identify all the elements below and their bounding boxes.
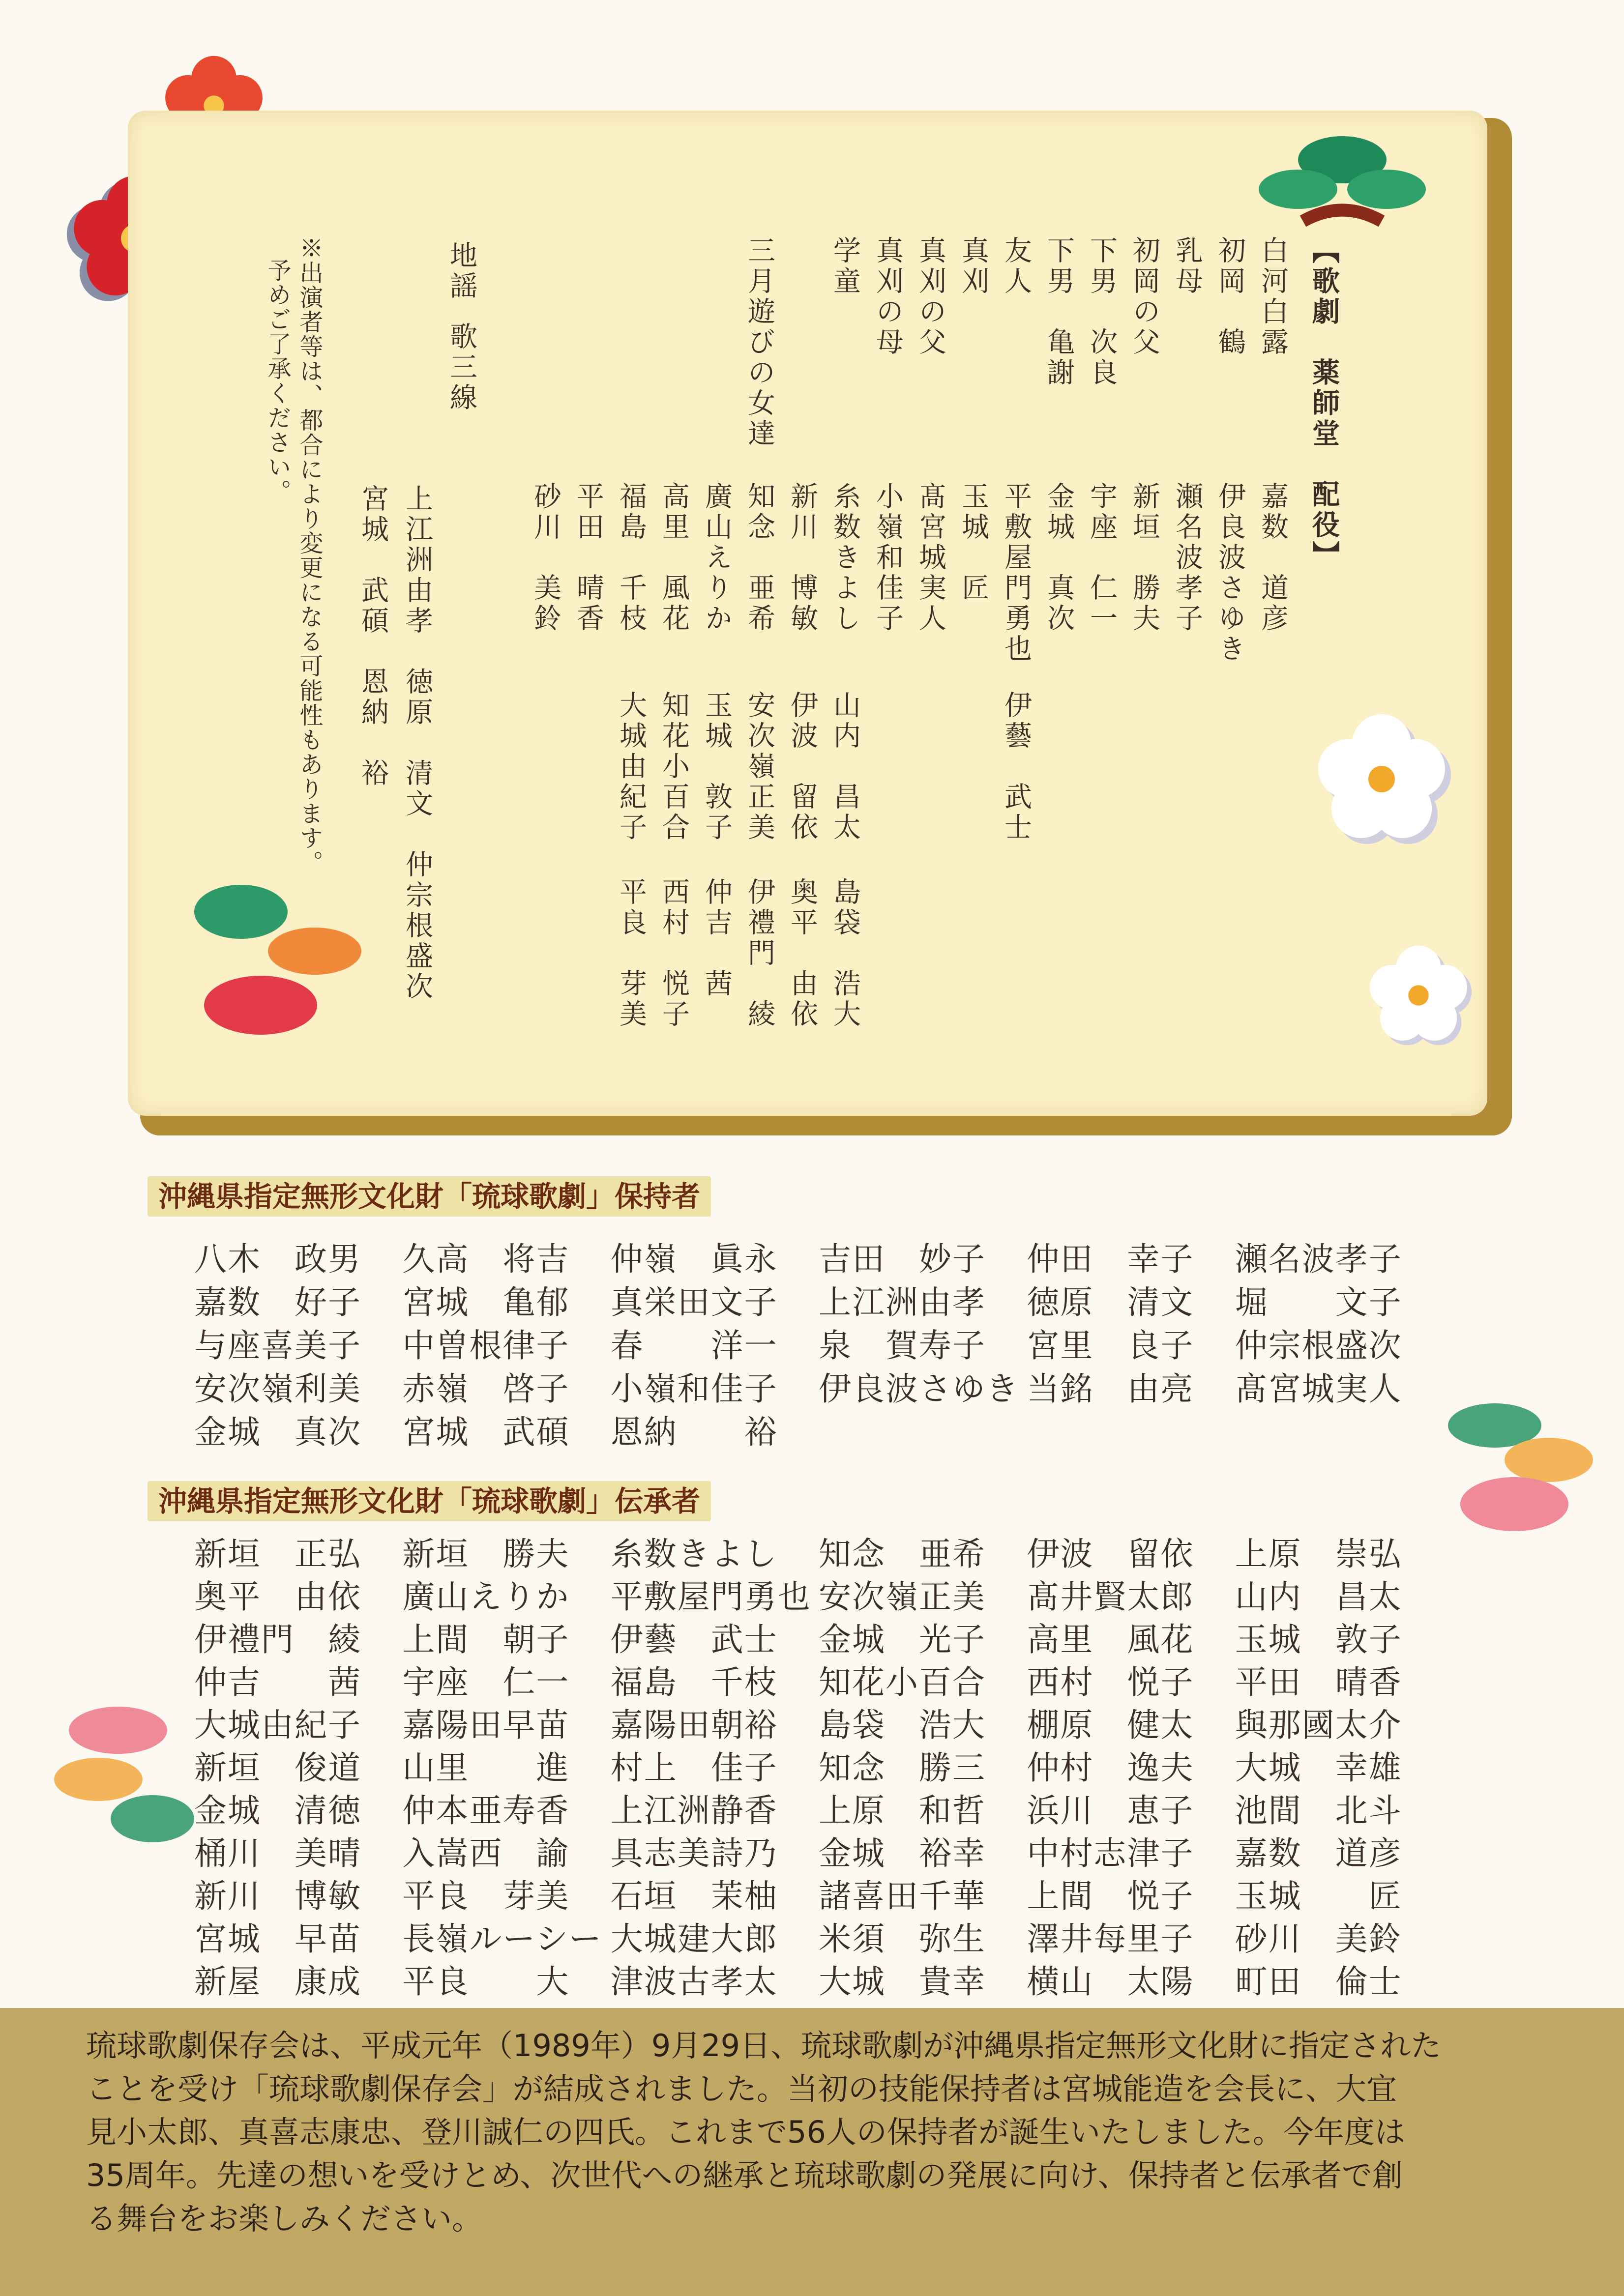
successor-name: 大城建大郎 — [610, 1920, 778, 1958]
successor-name: 平良 大 — [402, 1963, 570, 2001]
successor-name: 諸喜田千華 — [819, 1877, 986, 1915]
cast-actor: 奥平 由依 — [786, 877, 818, 1030]
successor-name: 宮城 早苗 — [194, 1920, 361, 1958]
successor-name: 知念 勝三 — [819, 1749, 986, 1787]
holder-name: 徳原 清文 — [1027, 1283, 1194, 1321]
successor-name: 島袋 浩大 — [819, 1706, 986, 1744]
jikata-row-2: 宮城 武碩 恩納 裕 — [357, 484, 389, 789]
successor-name: 中村志津子 — [1027, 1834, 1194, 1872]
cast-actor: 玉城 匠 — [957, 482, 989, 604]
successor-name: 上間 悦子 — [1027, 1877, 1194, 1915]
successor-name: 平田 晴香 — [1235, 1663, 1402, 1701]
cast-role: 乳母 — [1171, 236, 1203, 297]
holder-name: 仲宗根盛次 — [1235, 1327, 1402, 1365]
successor-name: 上原 崇弘 — [1235, 1535, 1402, 1573]
cast-actor: 伊良波さゆき — [1214, 482, 1246, 665]
cast-actor: 髙宮城実人 — [915, 482, 946, 634]
successor-name: 嘉陽田朝裕 — [610, 1706, 778, 1744]
holder-name: 仲嶺 眞永 — [610, 1240, 778, 1278]
successor-name: 米須 弥生 — [819, 1920, 986, 1958]
successor-name: 新屋 康成 — [194, 1963, 361, 2001]
cast-note-line-1: ※出演者等は、都合により変更になる可能性もあります。 — [295, 236, 323, 875]
cast-actor: 山内 昌太 — [829, 691, 861, 843]
successor-name: 砂川 美鈴 — [1235, 1920, 1402, 1958]
about-text: 琉球歌劇保存会は、平成元年（1989年）9月29日、琉球歌劇が沖縄県指定無形文化財に指定された ことを受け「琉球歌劇保存会」が結成されました。当初の技能保持者は宮城能造を会長に、大宜 見小太郎、真喜志康忠、登川誠仁の四氏。これまで56人の保持者が誕生いたしました。今年度は 35周年。先達の想いを受けとめ、次世代への継承と琉球歌劇の発展に向け、保持者と伝承者で創 る舞台をお楽しみください。 — [86, 2028, 1442, 2237]
successor-name: 平良 芽美 — [402, 1877, 570, 1915]
successor-name: 髙井賢太郎 — [1027, 1578, 1194, 1616]
cast-actor: 伊禮門 綾 — [743, 877, 775, 1030]
holder-name: 真栄田文子 — [610, 1283, 778, 1321]
holder-name: 堀 文子 — [1235, 1283, 1402, 1321]
holder-name: 久高 将吉 — [402, 1240, 570, 1278]
cast-role: 下男 亀謝 — [1043, 236, 1075, 388]
cast-role: 下男 次良 — [1086, 236, 1118, 388]
holder-name: 宮里 良子 — [1027, 1327, 1194, 1365]
successor-name: 仲吉 茜 — [194, 1663, 361, 1701]
successors-title: 沖縄県指定無形文化財「琉球歌劇」伝承者 — [148, 1481, 711, 1521]
holder-name: 嘉数 好子 — [194, 1283, 361, 1321]
cast-actor: 知念 亜希 — [743, 482, 775, 634]
cast-actor: 宇座 仁一 — [1086, 482, 1118, 634]
holders-list — [194, 1238, 1443, 1454]
cast-role: 白河白露 — [1257, 236, 1289, 358]
plum-blossom-icon — [1308, 705, 1455, 853]
cast-actor: 安次嶺正美 — [743, 691, 775, 843]
successor-name: 金城 清徳 — [194, 1792, 361, 1830]
successor-name: 宇座 仁一 — [402, 1663, 570, 1701]
successor-name: 上間 朝子 — [402, 1621, 570, 1658]
successor-name: 新垣 俊道 — [194, 1749, 361, 1787]
cast-actor: 島袋 浩大 — [829, 877, 861, 1030]
cast-role: 三月遊びの女達 — [743, 236, 775, 449]
successor-name: 伊禮門 綾 — [194, 1621, 361, 1658]
successor-name: 與那國太介 — [1235, 1706, 1402, 1744]
cast-role: 真刈 — [957, 236, 989, 297]
cast-actor: 伊藝 武士 — [1000, 691, 1032, 843]
successor-name: 新川 博敏 — [194, 1877, 361, 1915]
successor-name: 金城 裕幸 — [819, 1834, 986, 1872]
cast-title: 【歌劇 薬師堂 配役】 — [1308, 236, 1340, 571]
successor-name: 上原 和哲 — [819, 1792, 986, 1830]
jikata-role: 歌三線 — [445, 322, 477, 413]
successor-name: 西村 悦子 — [1027, 1663, 1194, 1701]
successor-name: 玉城 匠 — [1235, 1877, 1402, 1915]
successor-name: 大城 幸雄 — [1235, 1749, 1402, 1787]
cloud-icon — [187, 872, 398, 1049]
successors-list — [194, 1533, 1443, 2003]
successor-name: 平敷屋門勇也 — [610, 1578, 811, 1616]
successor-name: 奥平 由依 — [194, 1578, 361, 1616]
cast-actor: 福島 千枝 — [615, 482, 647, 634]
successor-name: 福島 千枝 — [610, 1663, 778, 1701]
cast-actor: 平田 晴香 — [572, 482, 604, 634]
successor-name: 仲村 逸夫 — [1027, 1749, 1194, 1787]
cloud-icon — [44, 1701, 202, 1858]
holder-name: 髙宮城実人 — [1235, 1370, 1402, 1408]
holder-name: 春 洋一 — [610, 1327, 778, 1365]
successor-name: 知花小百合 — [819, 1663, 986, 1701]
cast-role: 初岡の父 — [1128, 236, 1160, 358]
cast-actor: 廣山えりか — [701, 482, 733, 634]
cloud-icon — [1441, 1396, 1608, 1543]
cast-role: 真刈の父 — [915, 236, 946, 358]
successor-name: 大城由紀子 — [194, 1706, 361, 1744]
holder-name: 恩納 裕 — [610, 1413, 778, 1451]
cast-actor: 知花小百合 — [658, 691, 690, 843]
successor-name: 嘉数 道彦 — [1235, 1834, 1402, 1872]
holder-name: 与座喜美子 — [194, 1327, 361, 1365]
successor-name: 大城 貴幸 — [819, 1963, 986, 2001]
successor-name: 入嵩西 諭 — [402, 1834, 570, 1872]
holder-name: 宮城 亀郁 — [402, 1283, 570, 1321]
holder-name: 赤嶺 啓子 — [402, 1370, 570, 1408]
holder-name: 瀬名波孝子 — [1235, 1240, 1402, 1278]
plum-blossom-icon — [1362, 939, 1475, 1052]
successor-name: 上江洲静香 — [610, 1792, 778, 1830]
cast-actor: 新垣 勝夫 — [1128, 482, 1160, 634]
successor-name: 澤井每里子 — [1027, 1920, 1194, 1958]
cast-actor: 小嶺和佳子 — [872, 482, 904, 634]
holder-name: 仲田 幸子 — [1027, 1240, 1194, 1278]
jikata-row-1: 上江洲由孝 徳原 清文 仲宗根盛次 — [401, 484, 433, 1002]
successor-name: 嘉陽田早苗 — [402, 1706, 570, 1744]
successor-name: 町田 倫士 — [1235, 1963, 1402, 2001]
holders-title: 沖縄県指定無形文化財「琉球歌劇」保持者 — [148, 1176, 711, 1217]
successor-name: 桶川 美晴 — [194, 1834, 361, 1872]
cast-actor: 玉城 敦子 — [701, 691, 733, 843]
successor-name: 伊波 留依 — [1027, 1535, 1194, 1573]
successor-name: 長嶺ルーシー — [402, 1920, 603, 1958]
holder-name: 宮城 武碩 — [402, 1413, 570, 1451]
holder-name: 吉田 妙子 — [819, 1240, 986, 1278]
successor-name: 玉城 敦子 — [1235, 1621, 1402, 1658]
holder-name: 中曽根律子 — [402, 1327, 570, 1365]
successor-name: 具志美詩乃 — [610, 1834, 778, 1872]
cast-actor: 瀬名波孝子 — [1171, 482, 1203, 634]
successor-name: 山里 進 — [402, 1749, 570, 1787]
successor-name: 新垣 正弘 — [194, 1535, 361, 1573]
holder-name: 泉 賀寿子 — [819, 1327, 986, 1365]
successor-name: 新垣 勝夫 — [402, 1535, 570, 1573]
successor-name: 知念 亜希 — [819, 1535, 986, 1573]
successor-name: 浜川 恵子 — [1027, 1792, 1194, 1830]
cast-actor: 大城由紀子 — [615, 691, 647, 843]
cast-role: 学童 — [829, 236, 861, 297]
successor-name: 津波古孝太 — [610, 1963, 778, 2001]
holder-name: 小嶺和佳子 — [610, 1370, 778, 1408]
successor-name: 糸数きよし — [610, 1535, 778, 1573]
holder-name: 当銘 由亮 — [1027, 1370, 1194, 1408]
successor-name: 高里 風花 — [1027, 1621, 1194, 1658]
successor-name: 安次嶺正美 — [819, 1578, 986, 1616]
successor-name: 石垣 茉柚 — [610, 1877, 778, 1915]
holder-name: 八木 政男 — [194, 1240, 361, 1278]
cast-role: 真刈の母 — [872, 236, 904, 358]
successor-name: 金城 光子 — [819, 1621, 986, 1658]
cast-actor: 仲吉 茜 — [701, 877, 733, 999]
successor-name: 山内 昌太 — [1235, 1578, 1402, 1616]
cast-actor: 金城 真次 — [1043, 482, 1075, 634]
holder-name: 安次嶺利美 — [194, 1370, 361, 1408]
cast-actor: 西村 悦子 — [658, 877, 690, 1030]
cast-actor: 砂川 美鈴 — [530, 482, 561, 634]
holder-name: 金城 真次 — [194, 1413, 361, 1451]
successor-name: 伊藝 武士 — [610, 1621, 778, 1658]
cast-role: 友人 — [1000, 236, 1032, 297]
cast-actor: 平良 芽美 — [615, 877, 647, 1030]
pine-icon — [1254, 125, 1431, 238]
successor-name: 村上 佳子 — [610, 1749, 778, 1787]
successor-name: 棚原 健太 — [1027, 1706, 1194, 1744]
cast-actor: 新川 博敏 — [786, 482, 818, 634]
cast-actor: 高里 風花 — [658, 482, 690, 634]
successor-name: 横山 太陽 — [1027, 1963, 1194, 2001]
cast-actor: 平敷屋門勇也 — [1000, 482, 1032, 665]
successor-name: 廣山えりか — [402, 1578, 570, 1616]
cast-actor: 糸数きよし — [829, 482, 861, 634]
holder-name: 上江洲由孝 — [819, 1283, 986, 1321]
holder-name: 伊良波さゆき — [819, 1370, 1019, 1408]
jikata-label: 地謡 — [445, 241, 477, 302]
cast-role: 初岡 鶴 — [1214, 236, 1246, 358]
cast-note-line-2: 予めご了承ください。 — [264, 258, 291, 504]
cast-actor: 伊波 留依 — [786, 691, 818, 843]
successor-name: 池間 北斗 — [1235, 1792, 1402, 1830]
cast-actor: 嘉数 道彦 — [1257, 482, 1289, 634]
cast-card — [128, 111, 1487, 1116]
successor-name: 仲本亜寿香 — [402, 1792, 570, 1830]
